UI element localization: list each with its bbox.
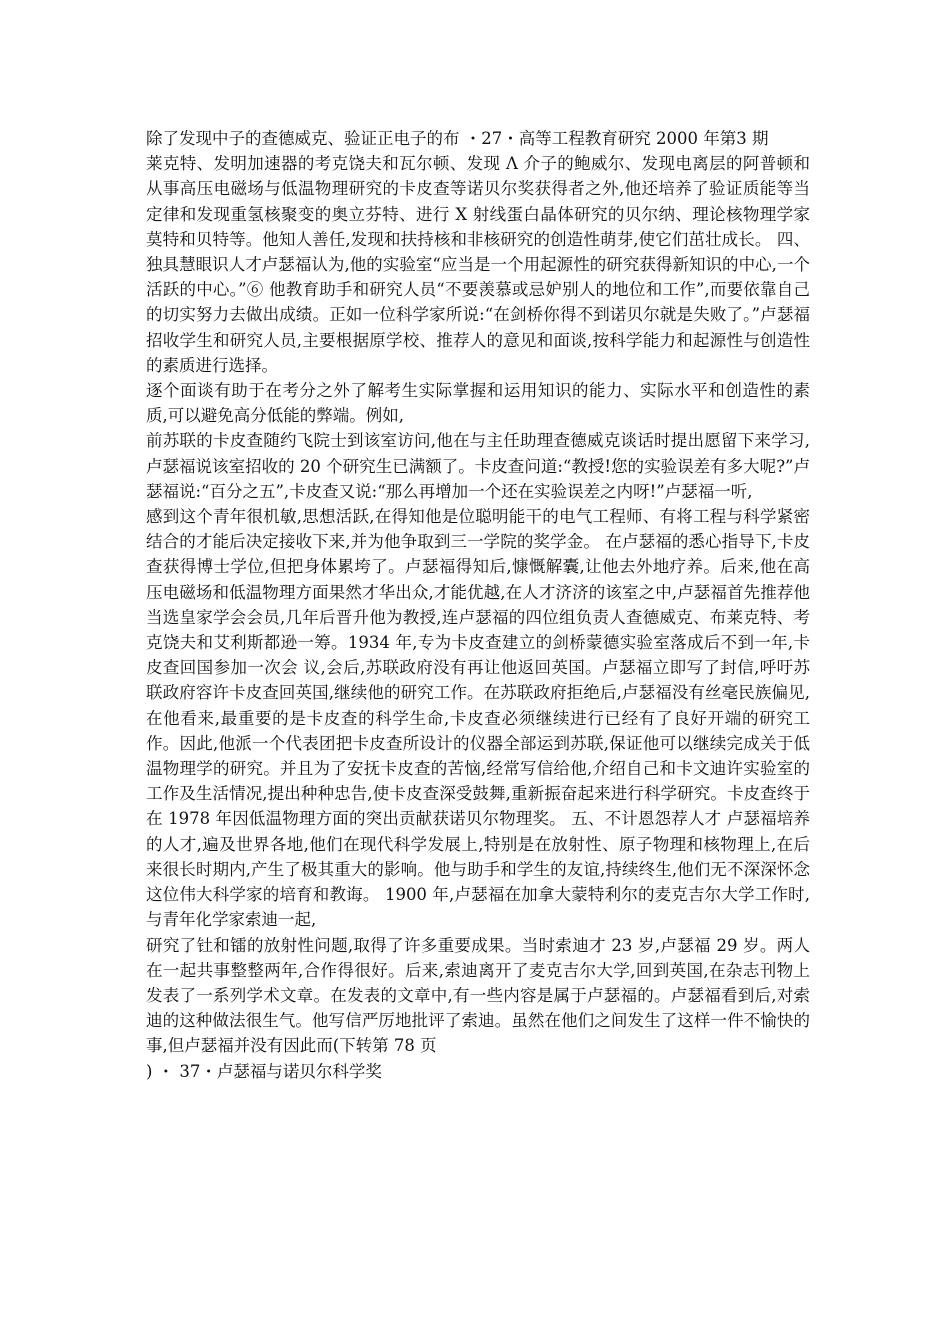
- paragraph-5: 感到这个青年很机敏,思想活跃,在得知他是位聪明能干的电气工程师、有将工程与科学紧密结合的才能后决定接收下来,并为他争取到三一学院的奖学金。 在卢瑟福的悉心指导下,卡皮查获得博士学位,但把身体累垮了。卢瑟福得知后,慷慨解囊,让他去外地疗养。后来,他在高压电磁场和低温物理方面果然才华出众,才能优越,在人才济济的该室之中,卢瑟福首先推荐他当选皇家学会会员,几年后晋升他为教授,连卢瑟福的四位组负责人查德威克、布莱克特、考克饶夫和艾利斯都逊一筹。1934 年,专为卡皮查建立的剑桥蒙德实验室落成后不到一年,卡皮查回国参加一次会 议,会后,苏联政府没有再让他返回英国。卢瑟福立即写了封信,呼吁苏联政府容许卡皮查回英国,继续他的研究工作。在苏联政府拒绝后,卢瑟福没有丝毫民族偏见,在他看来,最重要的是卡皮查的科学生命,卡皮查必须继续进行已经有了良好开端的研究工作。因此,他派一个代表团把卡皮查所设计的仪器全部运到苏联,保证他可以继续完成关于低温物理学的研究。并且为了安抚卡皮查的苦恼,经常写信给他,介绍自己和卡文迪许实验室的工作及生活情况,提出种种忠告,使卡皮查深受鼓舞,重新振奋起来进行科学研究。卡皮查终于在 1978 年因低温物理方面的突出贡献获诺贝尔物理奖。 五、不计恩怨荐人才 卢瑟福培养的人才,遍及世界各地,他们在现代科学发展上,特别是在放射性、原子物理和核物理上,在后来很长时期内,产生了极其重大的影响。他与助手和学生的友谊,持续终生,他们无不深深怀念这位伟大科学家的培育和教诲。 1900 年,卢瑟福在加拿大蒙特利尔的麦克吉尔大学工作时,与青年化学家索迪一起,: [146, 507, 810, 930]
- paragraph-1: 除了发现中子的查德威克、验证正电子的布 ・27・高等工程教育研究 2000 年第3 期: [146, 129, 769, 148]
- paragraph-2: 莱克特、发明加速器的考克饶夫和瓦尔顿、发现 Λ 介子的鲍威尔、发现电离层的阿普顿和从事高压电磁场与低温物理研究的卡皮查等诺贝尔奖获得者之外,他还培养了验证质能等当定律和发现重氢核聚变的奥立芬特、进行 X 射线蛋白晶体研究的贝尔纳、理论核物理学家莫特和贝特等。他知人善任,发现和扶持核和非核研究的创造性萌芽,使它们茁壮成长。 四、独具慧眼识人才卢瑟福认为,他的实验室“应当是一个用起源性的研究获得新知识的中心,一个活跃的中心。”⑥ 他教育助手和研究人员“不要羡慕或忌妒别人的地位和工作”,而要依靠自己的切实努力去做出成绩。正如一位科学家所说:“在剑桥你得不到诺贝尔就是失败了。”卢瑟福招收学生和研究人员,主要根据原学校、推荐人的意见和面谈,按科学能力和起源性与创造性的素质进行选择。: [146, 154, 810, 375]
- document-body: [146, 126, 810, 1084]
- paragraph-6: 研究了钍和镭的放射性问题,取得了许多重要成果。当时索迪才 23 岁,卢瑟福 29 岁。两人在一起共事整整两年,合作得很好。后来,索迪离开了麦克吉尔大学,回到英国,在杂志刊物上发表了一系列学术文章。在发表的文章中,有一些内容是属于卢瑟福的。卢瑟福看到后,对索迪的这种做法很生气。他写信严厉地批评了索迪。虽然在他们之间发生了这样一件不愉快的事,但卢瑟福并没有因此而(下转第 78 页: [146, 935, 810, 1056]
- paragraph-4: 前苏联的卡皮查随约飞院士到该室访问,他在与主任助理查德威克谈话时提出愿留下来学习,卢瑟福说该室招收的 20 个研究生已满额了。卡皮查问道:“教授!您的实验误差有多大呢?”卢瑟福说:“百分之五”,卡皮查又说:“那么再增加一个还在实验误差之内呀!”卢瑟福一听,: [146, 431, 810, 501]
- page-footer-line: ) ・ 37・卢瑟福与诺贝尔科学奖: [146, 1061, 382, 1081]
- paragraph-3: 逐个面谈有助于在考分之外了解考生实际掌握和运用知识的能力、实际水平和创造性的素质,可以避免高分低能的弊端。例如,: [146, 381, 810, 426]
